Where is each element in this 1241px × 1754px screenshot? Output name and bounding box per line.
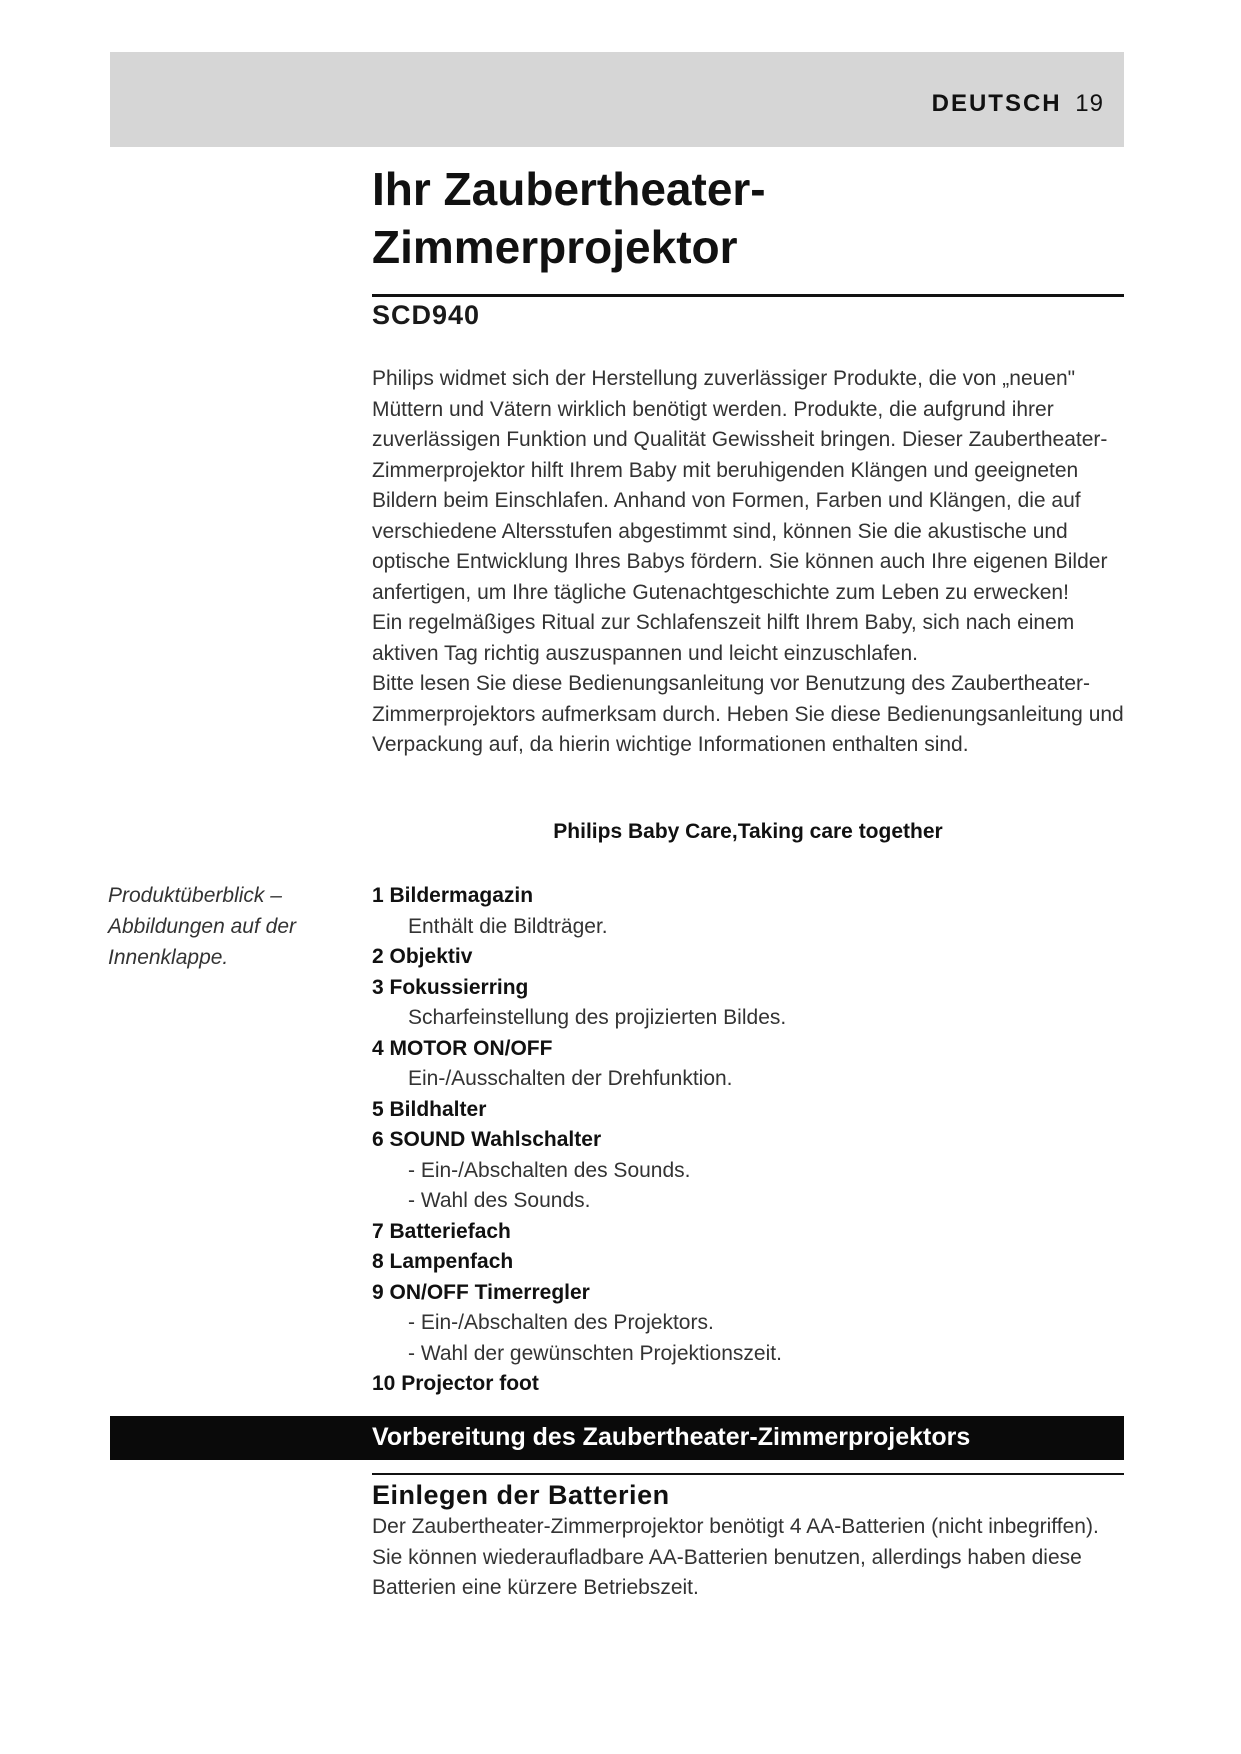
section-banner [110,1416,1124,1460]
part-title: 5 Bildhalter [372,1097,487,1121]
part-item [372,1369,1124,1400]
part-description: Ein-/Ausschalten der Drehfunktion. [408,1067,733,1090]
subheading-divider [372,1473,1124,1475]
part-description: - Wahl des Sounds. [408,1189,591,1212]
part-description: - Ein-/Abschalten des Sounds. [408,1158,691,1182]
page-header [110,52,1124,147]
part-description: - Ein-/Abschalten des Projektors. [408,1311,714,1334]
part-title: 4 MOTOR ON/OFF [372,1036,553,1060]
part-title: 7 Batteriefach [372,1219,511,1243]
part-item [372,1247,1124,1278]
part-description: - Wahl der gewünschten Projektionszeit. [408,1341,782,1365]
part-item [372,973,1124,1034]
part-item [372,881,1124,942]
part-item [372,1125,1124,1217]
part-title: 6 SOUND Wahlschalter [372,1128,602,1151]
part-item [372,1217,1124,1248]
part-item [372,1034,1124,1095]
batteries-text: Der Zaubertheater-Zimmerprojektor benötigt 4 AA-Batterien (nicht inbegriffen). Sie können wiederaufladbare AA-Batterien benutzen, allerdings haben diese Batterien eine kürzere Betriebszeit. [372,1515,1099,1599]
part-description: Enthält die Bildträger. [408,914,608,938]
section-title: Vorbereitung des Zaubertheater-Zimmerprojektors [372,1423,971,1451]
intro-paragraph-2: Ein regelmäßiges Ritual zur Schlafenszeit hilft Ihrem Baby, sich nach einem aktiven Tag richtig auszuspannen und leicht einzuschlafen. [372,611,1075,665]
slogan: Philips Baby Care,Taking care together [553,820,943,843]
intro-paragraph-3: Bitte lesen Sie diese Bedienungsanleitung vor Benutzung des Zaubertheater-Zimmerprojektors aufmerksam durch. Heben Sie diese Bedienungsanleitung und Verpackung auf, da hierin wichtige Informationen enthalten sind. [372,672,1124,756]
intro-paragraph-1: Philips widmet sich der Herstellung zuverlässiger Produkte, die von „neuen" Müttern und Vätern wirklich benötigt werden. Produkte, die aufgrund ihrer zuverlässigen Funktion und Qualität Gewissheit bringen. Dieser Zaubertheater-Zimmerprojektor hilft Ihrem Baby mit beruhigenden Klängen und geeigneten Bildern beim Einschlafen. Anhand von Formen, Farben und Klängen, die auf verschiedene Altersstufen abgestimmt sind, können Sie die akustische und optische Entwicklung Ihres Babys fördern. Sie können auch Ihre eigenen Bilder anfertigen, um Ihre tägliche Gutenachtgeschichte zum Leben zu erwecken! [372,367,1108,604]
part-title: 8 Lampenfach [372,1250,514,1273]
title-line-2: Zimmerprojektor [372,221,738,273]
part-title: 10 Projector foot [372,1372,539,1395]
part-item [372,1095,1124,1126]
parts-list [372,881,1124,1400]
sidenote: Produktüberblick – Abbildungen auf der Innenklappe. [108,884,296,969]
model-number: SCD940 [372,300,481,330]
title-line-1: Ihr Zaubertheater- [372,163,766,215]
page-number: 19 [1075,90,1104,117]
part-title: 9 ON/OFF Timerregler [372,1280,590,1304]
part-title: 1 Bildermagazin [372,884,534,907]
part-item [372,942,1124,973]
header-language: DEUTSCH [931,90,1062,117]
batteries-heading: Einlegen der Batterien [372,1480,670,1510]
part-title: 2 Objektiv [372,945,473,968]
intro-text [372,364,1124,761]
header-label [932,90,1104,118]
part-title: 3 Fokussierring [372,975,529,999]
model-divider [372,294,1124,297]
part-description: Scharfeinstellung des projizierten Bildes. [408,1006,787,1029]
part-item [372,1278,1124,1370]
page-title [372,160,1124,276]
